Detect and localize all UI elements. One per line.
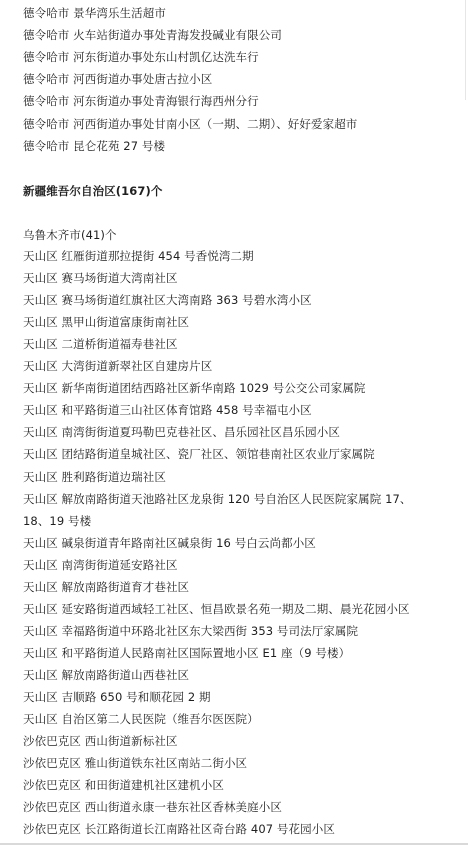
list-item: 天山区 胜利路街道边瑞社区 xyxy=(23,469,166,484)
list-item: 天山区 赛马场街道红旗社区大湾南路 363 号碧水湾小区 xyxy=(23,293,312,308)
list-item: 18、19 号楼 xyxy=(23,513,92,528)
list-item: 德令哈市 景华湾乐生活超市 xyxy=(23,6,166,20)
region-heading: 新疆维吾尔自治区(167)个 xyxy=(23,184,163,198)
list-item: 沙依巴克区 长江路街道长江南路社区奇台路 407 号花园小区 xyxy=(23,822,335,837)
list-item: 沙依巴克区 雅山街道铁东社区南站二街小区 xyxy=(23,756,248,771)
list-item: 天山区 南湾街街道夏玛勒巴克巷社区、昌乐园社区昌乐园小区 xyxy=(23,425,340,440)
list-item: 沙依巴克区 西山街道新标社区 xyxy=(23,734,178,749)
list-item: 天山区 和平路街道人民路南社区国际置地小区 E1 座（9 号楼） xyxy=(23,645,351,660)
city-heading: 乌鲁木齐市(41)个 xyxy=(23,228,117,242)
list-item: 天山区 赛马场街道大湾南社区 xyxy=(23,271,178,286)
list-item: 德令哈市 河东街道办事处东山村凯亿达洗车行 xyxy=(23,50,259,65)
list-item: 天山区 红雁街道那拉提街 454 号香悦湾二期 xyxy=(23,249,254,263)
list-item: 沙依巴克区 和田街道建机社区建机小区 xyxy=(23,778,224,793)
list-item: 天山区 黑甲山街道富康街南社区 xyxy=(23,315,190,330)
list-item: 天山区 解放南路街道天池路社区龙泉街 120 号自治区人民医院家属院 17、 xyxy=(23,491,412,506)
scrollbar-edge xyxy=(465,0,466,100)
list-item: 天山区 解放南路街道山西巷社区 xyxy=(23,667,190,682)
list-item: 天山区 新华南街道团结西路社区新华南路 1029 号公交公司家属院 xyxy=(23,381,366,396)
list-item: 德令哈市 河西街道办事处唐古拉小区 xyxy=(23,72,213,87)
list-item: 德令哈市 河西街道办事处甘南小区（一期、二期）、好好爱家超市 xyxy=(23,116,358,131)
list-item: 天山区 团结路街道皇城社区、瓷厂社区、领馆巷南社区农业厅家属院 xyxy=(23,447,375,462)
list-item: 德令哈市 火车站街道办事处青海发投碱业有限公司 xyxy=(23,28,282,43)
list-item: 天山区 延安路街道西域轻工社区、恒昌欧景名苑一期及二期、晨光花园小区 xyxy=(23,601,410,616)
list-item: 德令哈市 昆仑花苑 27 号楼 xyxy=(23,138,166,153)
list-item: 天山区 自治区第二人民医院（维吾尔医医院） xyxy=(23,712,259,727)
list-item: 德令哈市 河东街道办事处青海银行海西州分行 xyxy=(23,94,259,109)
list-item: 天山区 和平路街道三山社区体育馆路 458 号幸福屯小区 xyxy=(23,403,312,418)
list-item: 天山区 解放南路街道育才巷社区 xyxy=(23,579,190,594)
list-item: 天山区 幸福路街道中环路北社区东大梁西街 353 号司法厅家属院 xyxy=(23,623,359,638)
list-item: 天山区 南湾街街道延安路社区 xyxy=(23,557,178,572)
list-item: 天山区 二道桥街道福寿巷社区 xyxy=(23,337,178,352)
list-item: 天山区 碱泉街道青年路南社区碱泉街 16 号白云尚都小区 xyxy=(23,535,316,550)
list-item: 天山区 吉顺路 650 号和顺花园 2 期 xyxy=(23,690,211,704)
list-item: 天山区 大湾街道新翠社区自建房片区 xyxy=(23,359,213,374)
list-item: 沙依巴克区 西山街道永康一巷东社区香林美庭小区 xyxy=(23,800,282,815)
